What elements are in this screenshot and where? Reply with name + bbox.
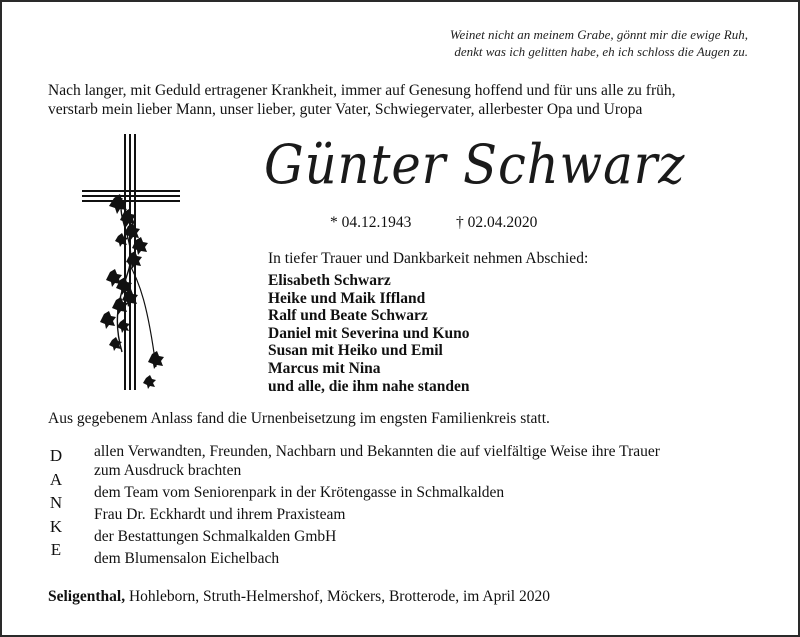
funeral-note: Aus gegebenem Anlass fand die Urnenbeisetzung im engsten Familienkreis statt. xyxy=(48,410,550,427)
thanks-line: allen Verwandten, Freunden, Nachbarn und Bekannten die auf vielfältige Weise ihre Trauer xyxy=(94,443,660,460)
danke-vertical-word xyxy=(46,444,66,562)
motto-verse xyxy=(450,26,748,60)
place-and-date xyxy=(48,588,550,606)
place-rest: Hohleborn, Struth-Helmershof, Möckers, Brotterode, im April 2020 xyxy=(125,588,550,605)
mourner-item: Elisabeth Schwarz xyxy=(268,272,391,289)
thanks-item xyxy=(94,527,754,546)
thanks-item xyxy=(94,483,754,502)
danke-letter: E xyxy=(50,540,62,559)
thanks-line: der Bestattungen Schmalkalden GmbH xyxy=(94,528,337,545)
intro-text xyxy=(48,81,768,119)
mourner-item: Susan mit Heiko und Emil xyxy=(268,342,443,360)
cross-with-ivy-icon xyxy=(76,132,186,394)
intro-line: Nach langer, mit Geduld ertragener Krankheit, immer auf Genesung hoffend und für uns alle zu früh, xyxy=(48,82,676,99)
thanks-line: dem Blumensalon Eichelbach xyxy=(94,550,280,567)
danke-letter: D xyxy=(49,446,63,465)
farewell-line: In tiefer Trauer und Dankbarkeit nehmen Abschied: xyxy=(268,250,589,267)
thanks-item xyxy=(94,442,754,480)
birth-date: * 04.12.1943 xyxy=(330,214,412,231)
mourner-item: Heike und Maik Iffland xyxy=(268,289,426,307)
mourner-item: Marcus mit Nina xyxy=(268,359,381,377)
mourner-item: Ralf und Beate Schwarz xyxy=(268,307,428,325)
danke-letter: N xyxy=(49,493,63,512)
thanks-line: dem Team vom Seniorenpark in der Krötengasse in Schmalkalden xyxy=(94,484,505,501)
motto-line: denkt was ich gelitten habe, eh ich schloss die Augen zu. xyxy=(454,44,748,59)
danke-letter: K xyxy=(49,516,63,536)
thanks-item xyxy=(94,505,754,524)
mourners-list xyxy=(268,272,470,395)
thanks-line: Frau Dr. Eckhardt und ihrem Praxisteam xyxy=(94,506,346,523)
place-town: Seligenthal, xyxy=(48,588,126,605)
deceased-name: Günter Schwarz xyxy=(264,133,686,196)
danke-letter: A xyxy=(49,469,63,489)
motto-line: Weinet nicht an meinem Grabe, gönnt mir die ewige Ruh, xyxy=(449,27,748,42)
death-date: † 02.04.2020 xyxy=(456,214,538,231)
intro-line: verstarb mein lieber Mann, unser lieber, guter Vater, Schwiegervater, allerbester Opa und Uropa xyxy=(48,101,643,118)
mourner-item: und alle, die ihm nahe standen xyxy=(268,377,470,395)
thanks-list xyxy=(94,442,754,571)
mourner-item: Daniel mit Severina und Kuno xyxy=(268,324,470,342)
thanks-line: zum Ausdruck brachten xyxy=(94,462,242,479)
thanks-item xyxy=(94,549,754,568)
